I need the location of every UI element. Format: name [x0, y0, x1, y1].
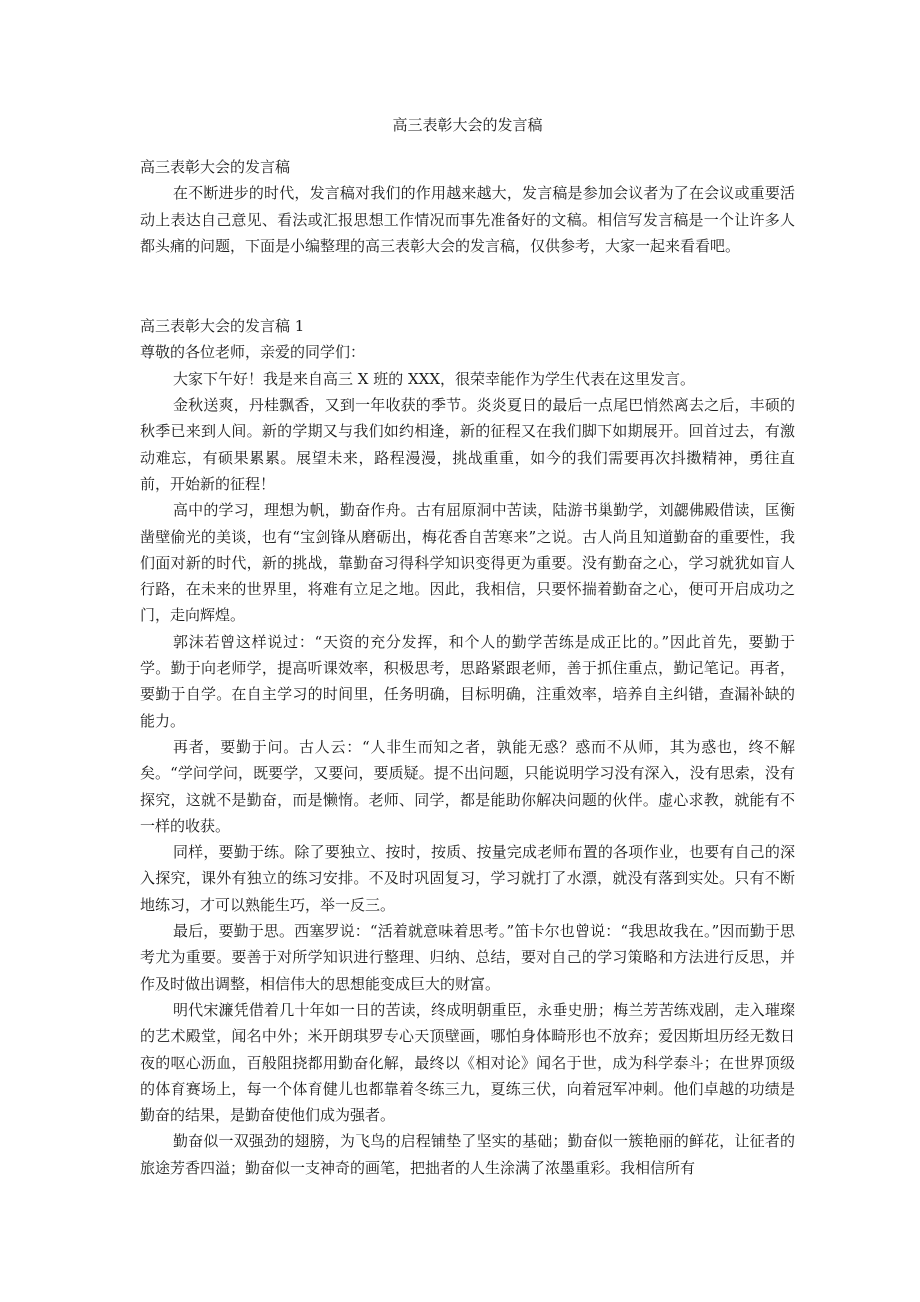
intro-paragraph: 在不断进步的时代，发言稿对我们的作用越来越大，发言稿是参加会议者为了在会议或重要活动上表达自己意见、看法或汇报思想工作情况而事先准备好的文稿。相信写发言稿是一个让许多人都头痛的问题，下面是小编整理的高三表彰大会的发言稿，仅供参考，大家一起来看看吧。	[140, 184, 795, 255]
salutation: 尊敬的各位老师，亲爱的同学们：	[140, 343, 366, 362]
body-paragraph: 最后，要勤于思。西塞罗说：“活着就意味着思考。”笛卡尔也曾说：“我思故我在。”因而勤于思考尤为重要。要善于对所学知识进行整理、归纳、总结，要对自己的学习策略和方法进行反思，并作及时做出调整，相信伟大的思想能变成巨大的财富。	[140, 922, 795, 993]
body-paragraph: 金秋送爽，丹桂飘香，又到一年收获的季节。炎炎夏日的最后一点尾巴悄然离去之后，丰硕的秋季已来到人间。新的学期又与我们如约相逢，新的征程又在我们脚下如期展开。回首过去，有激动难忘，有硕果累累。展望未来，路程漫漫，挑战重重，如今的我们需要再次抖擞精神，勇往直前，开始新的征程！	[140, 396, 795, 493]
body-paragraph: 再者，要勤于问。古人云：“人非生而知之者，孰能无惑？惑而不从师，其为惑也，终不解矣。“学问学问，既要学，又要问，要质疑。提不出问题，只能说明学习没有深入，没有思索，没有探究，这就不是勤奋，而是懒惰。老师、同学，都是能助你解决问题的伙伴。虚心求教，就能有不一样的收获。	[140, 737, 795, 835]
document-page	[140, 112, 795, 1181]
body-paragraph: 大家下午好！我是来自高三 X 班的 XXX，很荣幸能作为学生代表在这里发言。	[173, 369, 696, 388]
section-spacer	[140, 259, 795, 313]
body-paragraph: 明代宋濂凭借着几十年如一日的苦读，终成明朝重臣，永垂史册；梅兰芳苦练戏剧，走入璀璨的艺术殿堂，闻名中外；米开朗琪罗专心天顶壁画，哪怕身体畸形也不放弃；爱因斯坦历经无数日夜的呕心沥血，百般阻挠都用勤奋化解，最终以《相对论》闻名于世，成为科学泰斗；在世界顶级的体育赛场上，每一个体育健儿也都靠着冬练三九，夏练三伏，向着冠军冲刺。他们卓越的功绩是勤奋的结果，是勤奋使他们成为强者。	[140, 1000, 795, 1125]
document-title: 高三表彰大会的发言稿	[392, 116, 543, 134]
body-paragraph: 郭沫若曾这样说过：“天资的充分发挥，和个人的勤学苦练是成正比的。”因此首先，要勤于学。勤于向老师学，提高听课效率，积极思考，思路紧跟老师，善于抓住重点，勤记笔记。再者，要勤于自学。在自主学习的时间里，任务明确，目标明确，注重效率，培养自主纠错，查漏补缺的能力。	[140, 632, 795, 730]
body-paragraph: 勤奋似一双强劲的翅膀，为飞鸟的启程铺垫了坚实的基础；勤奋似一簇艳丽的鲜花，让征者的旅途芳香四溢；勤奋似一支神奇的画笔，把拙者的人生涂满了浓墨重彩。我相信所有	[140, 1132, 795, 1177]
body-paragraph: 同样，要勤于练。除了要独立、按时，按质、按量完成老师布置的各项作业，也要有自己的深入探究，课外有独立的练习安排。不及时巩固复习，学习就打了水漂，就没有落到实处。只有不断地练习，才可以熟能生巧，举一反三。	[140, 843, 795, 914]
intro-heading: 高三表彰大会的发言稿	[140, 158, 291, 176]
section-heading: 高三表彰大会的发言稿 1	[140, 317, 305, 336]
body-paragraph: 高中的学习，理想为帆，勤奋作舟。古有屈原洞中苦读，陆游书巢勤学，刘勰佛殿借读，匡衡凿壁偷光的美谈，也有“宝剑锋从磨砺出，梅花香自苦寒来”之说。古人尚且知道勤奋的重要性，我们面对新的时代，新的挑战，靠勤奋习得科学知识变得更为重要。没有勤奋之心，学习就犹如盲人行路，在未来的世界里，将难有立足之地。因此，我相信，只要怀揣着勤奋之心，便可开启成功之门，走向辉煌。	[140, 501, 795, 625]
